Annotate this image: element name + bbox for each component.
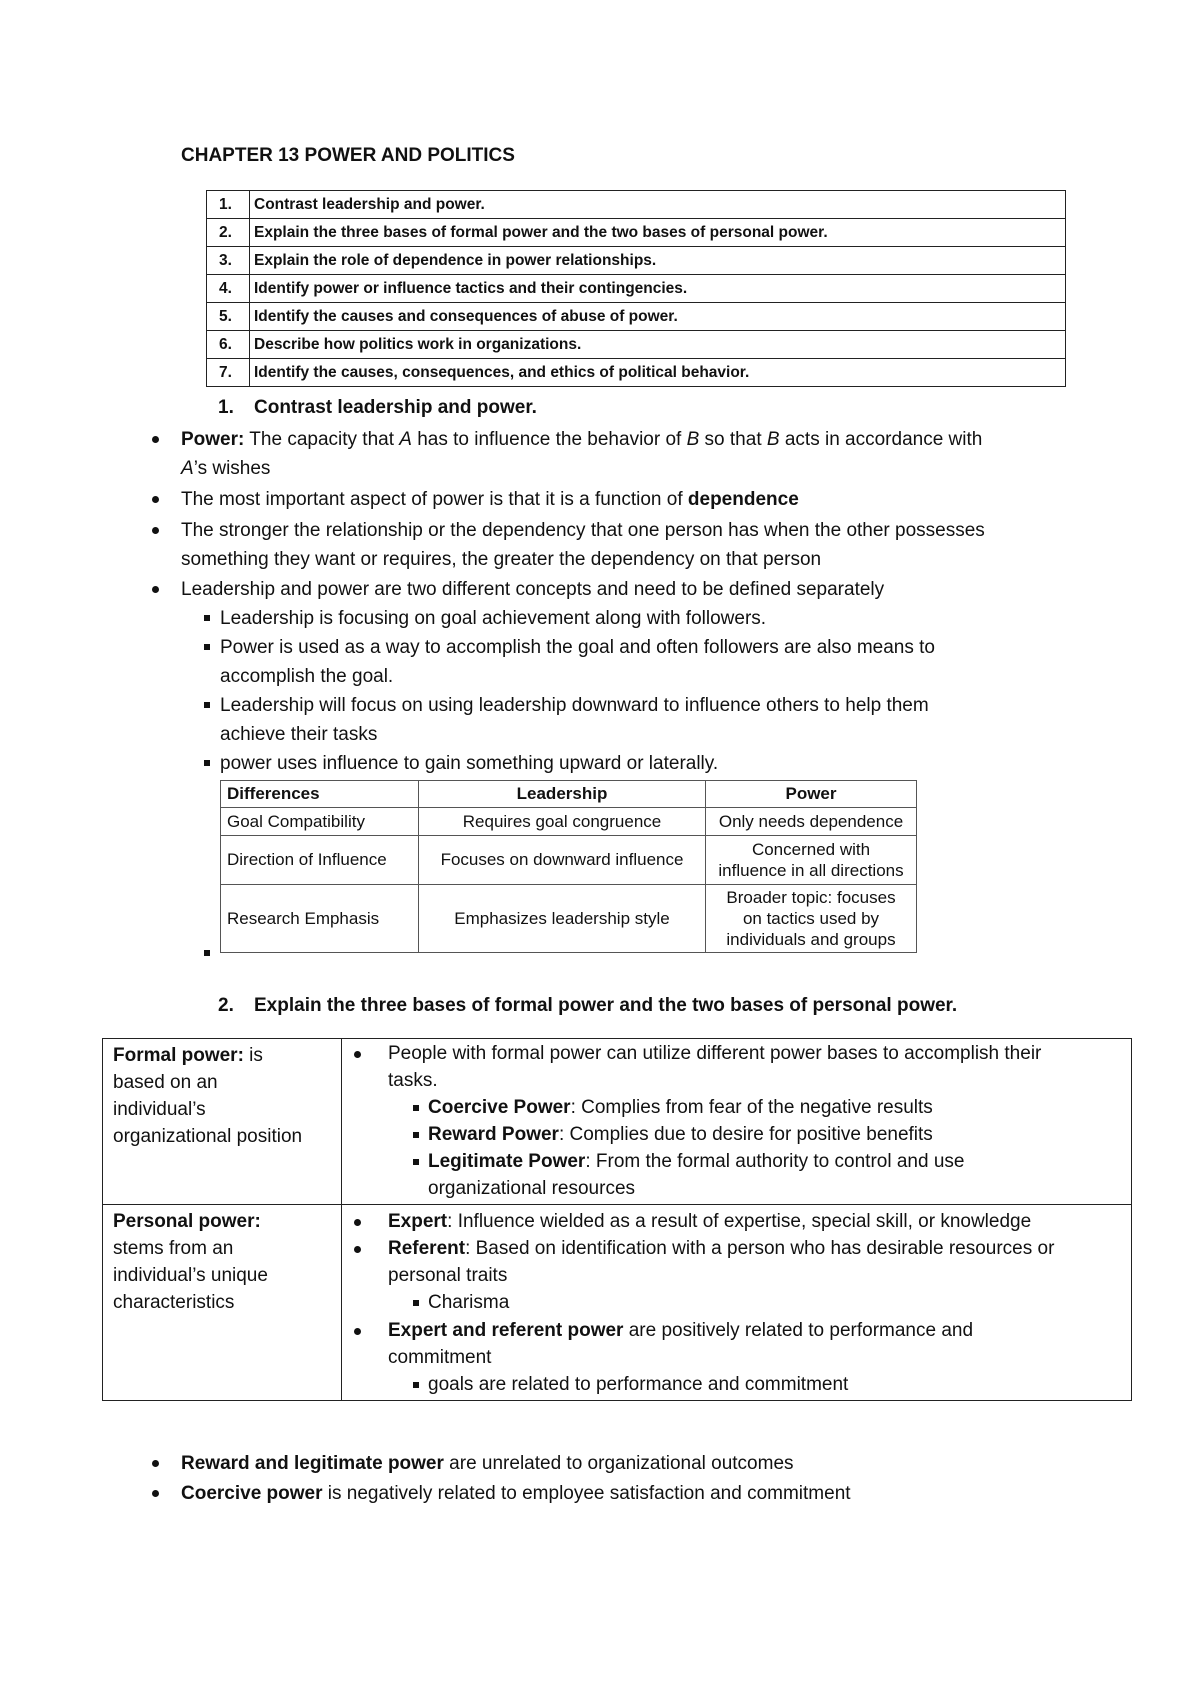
text-run: has to influence the behavior of [411,429,687,450]
square-bullet-icon [413,1105,419,1111]
text-run: acts in accordance with [779,429,983,450]
text-run: : Complies due to desire for positive benefits [558,1124,933,1145]
table-row [221,885,917,953]
section-number: 2. [218,995,234,1016]
bullet-icon [354,1328,361,1335]
cell-line: characteristics [113,1292,235,1313]
power-definition-cont [181,454,270,483]
square-bullet-icon [413,1382,419,1388]
sub-bullet: power uses influence to gain something upward or laterally. [220,753,719,774]
text-run: is [243,1045,263,1066]
bullet-icon [354,1051,361,1058]
objective-row [207,359,1066,387]
column-header: Leadership [419,781,706,808]
table-cell [706,808,917,836]
term-label: Legitimate Power [428,1151,586,1172]
objective-number: 3. [207,247,250,275]
cell-line: on tactics used by [742,909,880,928]
italic-var: B [766,429,780,450]
objective-row [207,191,1066,219]
section-title: Explain the three bases of formal power and the two bases of personal power. [254,995,958,1016]
table-header-row [221,781,917,808]
objective-number: 7. [207,359,250,387]
sub-bullet: Power is used as a way to accomplish the goal and often followers are also means to [220,637,935,658]
text-run: are positively related to performance and [623,1320,974,1341]
cell-line: commitment [388,1347,492,1368]
term-label: Coercive Power [428,1097,571,1118]
square-bullet-icon [204,702,210,708]
power-bases-table [102,1038,1132,1401]
objective-number: 1. [207,191,250,219]
table-row [221,836,917,885]
cell-line: Only needs dependence [718,812,904,831]
table-cell: Research Emphasis [221,885,419,953]
objective-row [207,219,1066,247]
square-bullet-icon [413,1159,419,1165]
objective-text: Contrast leadership and power. [250,191,1066,219]
power-definition [181,425,982,454]
bullet-icon [152,1490,159,1497]
stronger-bullet: The stronger the relationship or the dependency that one person has when the other possesses [181,520,985,541]
bullet-icon [354,1219,361,1226]
table-row [103,1039,1132,1205]
bullet-icon [354,1246,361,1253]
italic-var: A [399,429,412,450]
referent-item [388,1235,1054,1262]
different-concepts-bullet: Leadership and power are two different concepts and need to be defined separately [181,579,885,600]
term-label: Personal power: [113,1211,261,1232]
section-1-heading [218,397,537,419]
text-run: The capacity that [244,429,400,450]
italic-var: B [686,429,700,450]
column-header: Power [706,781,917,808]
objective-row [207,331,1066,359]
square-bullet-icon [413,1132,419,1138]
table-cell: Emphasizes leadership style [419,885,706,953]
text-run: The most important aspect of power is that it is a function of [181,489,688,510]
personal-power-detail-cell [342,1205,1132,1401]
square-bullet-icon [413,1300,419,1306]
objective-text: Explain the role of dependence in power relationships. [250,247,1066,275]
square-bullet-icon [204,615,210,621]
expert-referent-item [388,1317,973,1344]
cell-line: individuals and groups [726,930,896,949]
cell-line: organizational resources [428,1178,636,1199]
cell-line: based on an [113,1072,218,1093]
section-number: 1. [218,397,234,418]
term-label: Formal power: [113,1045,244,1066]
objective-number: 2. [207,219,250,247]
column-header: Differences [221,781,419,808]
table-cell: Focuses on downward influence [419,836,706,885]
objective-number: 6. [207,331,250,359]
cell-line: People with formal power can utilize different power bases to accomplish their [388,1043,1042,1064]
objective-text: Identify the causes and consequences of abuse of power. [250,303,1066,331]
reward-legitimate-bullet [181,1449,794,1478]
table-cell [706,885,917,953]
text-run: : From the formal authority to control and use [585,1151,965,1172]
sub-bullet-cont: accomplish the goal. [220,666,394,687]
term-label: Reward Power [428,1124,559,1145]
formal-power-detail-cell [342,1039,1132,1205]
square-bullet-icon [204,644,210,650]
text-run: : Influence wielded as a result of expertise, special skill, or knowledge [447,1211,1032,1232]
table-cell: Goal Compatibility [221,808,419,836]
personal-power-label-cell [103,1205,342,1401]
bullet-icon [152,527,159,534]
objective-row [207,247,1066,275]
cell-line: Broader topic: focuses [726,888,896,907]
cell-line: individual’s [113,1099,206,1120]
cell-line: Concerned with [751,840,871,859]
objective-number: 4. [207,275,250,303]
text-run: ’s wishes [193,458,271,479]
term-label: Expert [388,1211,448,1232]
bullet-icon [152,1460,159,1467]
term-label: dependence [687,489,799,510]
table-cell [706,836,917,885]
objective-text: Identify power or influence tactics and their contingencies. [250,275,1066,303]
charisma-item: Charisma [428,1292,510,1313]
text-run: so that [699,429,767,450]
stronger-bullet-cont: something they want or requires, the greater the dependency on that person [181,549,822,570]
bullet-icon [152,586,159,593]
term-label: Expert and referent power [388,1320,624,1341]
expert-item [388,1208,1031,1235]
legitimate-power-item [428,1148,964,1175]
section-title: Contrast leadership and power. [254,397,537,418]
term-label: Coercive power [181,1483,323,1504]
goals-item: goals are related to performance and commitment [428,1374,849,1395]
coercive-bullet [181,1479,851,1508]
differences-table [220,780,917,953]
text-run: is negatively related to employee satisfaction and commitment [322,1483,851,1504]
term-label: Reward and legitimate power [181,1453,444,1474]
text-run: are unrelated to organizational outcomes [443,1453,794,1474]
cell-line: individual’s unique [113,1265,268,1286]
table-row [103,1205,1132,1401]
square-bullet-icon [204,950,210,956]
text-run: : Based on identification with a person who has desirable resources or [465,1238,1055,1259]
cell-line: organizational position [113,1126,303,1147]
sub-bullet: Leadership is focusing on goal achievement along with followers. [220,608,767,629]
objective-text: Describe how politics work in organizations. [250,331,1066,359]
objective-number: 5. [207,303,250,331]
cell-line: tasks. [388,1070,438,1091]
text-run: : Complies from fear of the negative results [570,1097,933,1118]
term-label: Referent [388,1238,466,1259]
objective-text: Explain the three bases of formal power and the two bases of personal power. [250,219,1066,247]
section-2-heading [218,995,957,1017]
dependence-bullet [181,485,799,514]
reward-power-item [428,1121,933,1148]
sub-bullet: Leadership will focus on using leadership downward to influence others to help them [220,695,929,716]
cell-line: stems from an [113,1238,234,1259]
objective-text: Identify the causes, consequences, and ethics of political behavior. [250,359,1066,387]
objectives-table [206,190,1066,387]
chapter-title: CHAPTER 13 POWER AND POLITICS [181,145,515,166]
term-label: Power: [181,429,245,450]
bullet-icon [152,496,159,503]
table-row [221,808,917,836]
bullet-icon [152,436,159,443]
formal-power-label-cell [103,1039,342,1205]
objective-row [207,275,1066,303]
table-cell: Direction of Influence [221,836,419,885]
objective-row [207,303,1066,331]
cell-line: personal traits [388,1265,508,1286]
sub-bullet-cont: achieve their tasks [220,724,378,745]
coercive-power-item [428,1094,933,1121]
italic-var: A [181,458,194,479]
table-cell: Requires goal congruence [419,808,706,836]
cell-line: influence in all directions [718,861,904,880]
square-bullet-icon [204,760,210,766]
